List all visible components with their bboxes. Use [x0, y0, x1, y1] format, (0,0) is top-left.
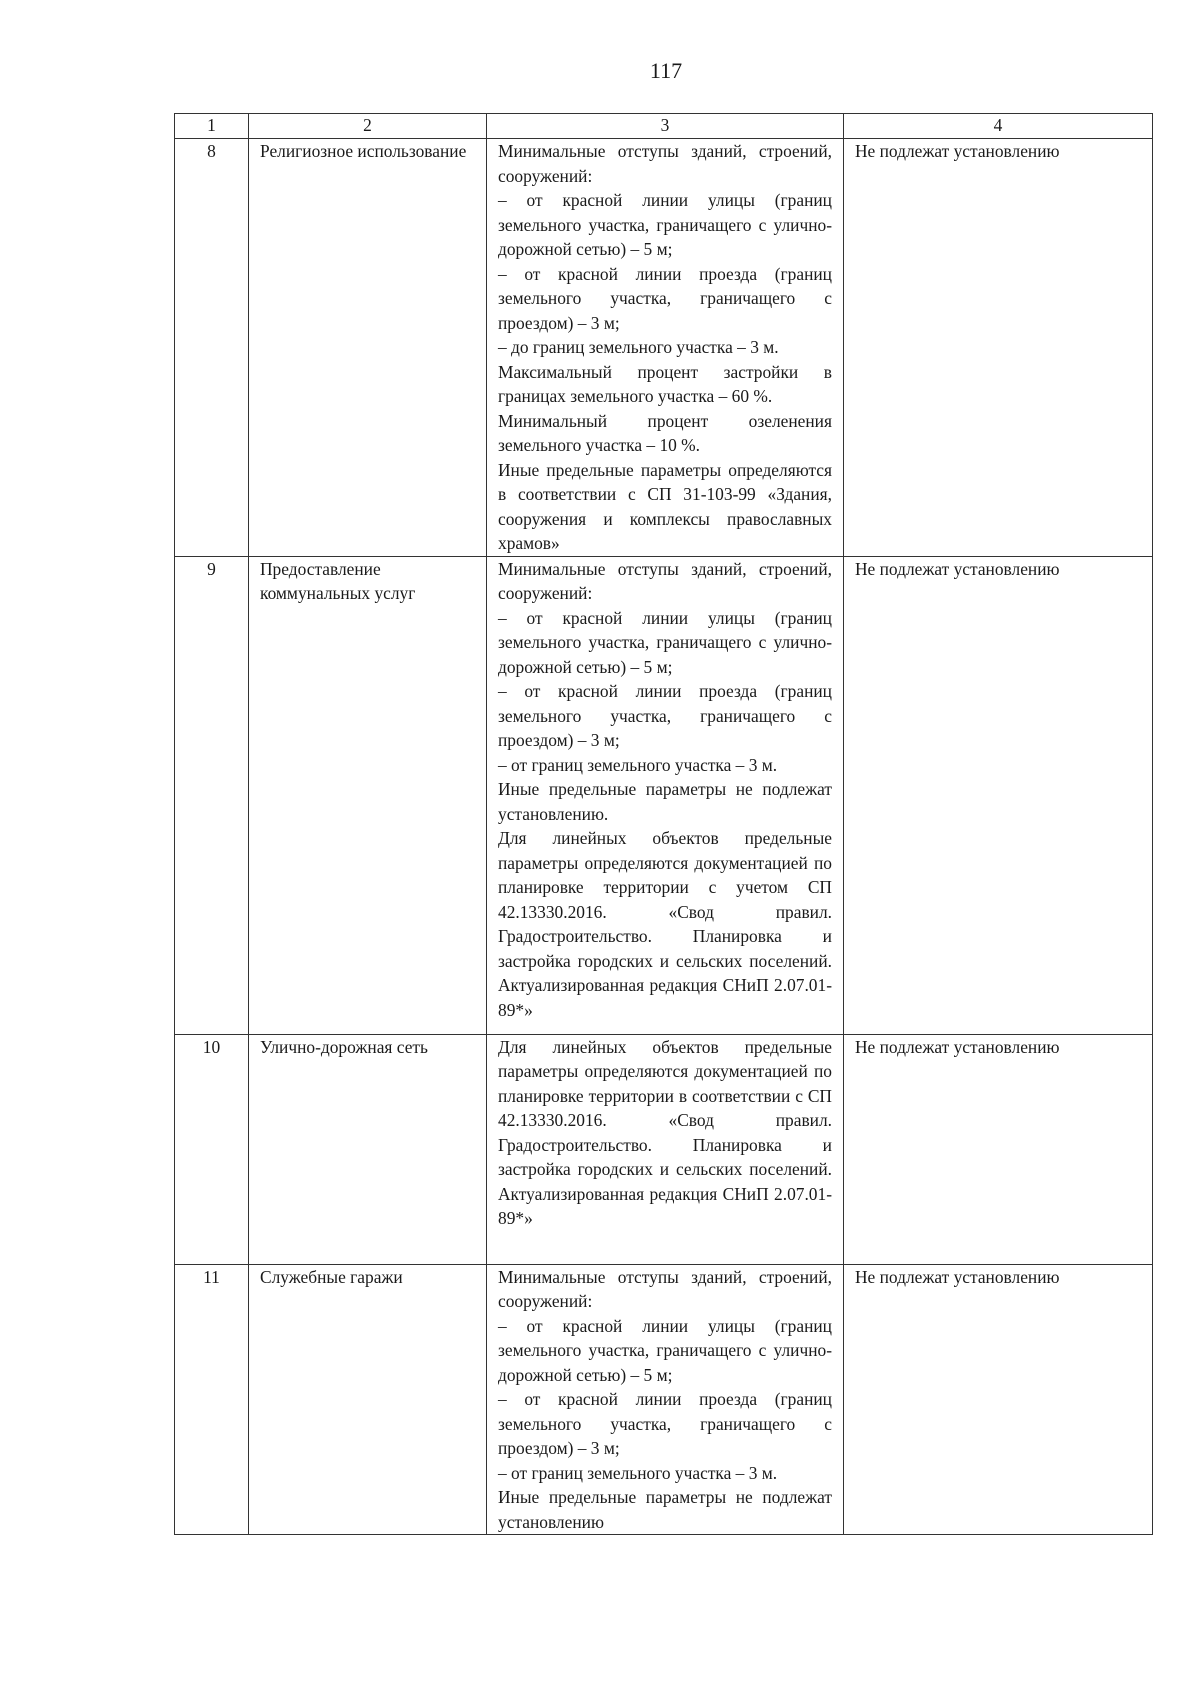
parameter-line: Минимальные отступы зданий, строений, сооружений:	[498, 141, 832, 186]
parameter-line: – от границ земельного участка – 3 м.	[498, 1462, 778, 1483]
parameter-line: – от красной линии улицы (границ земельного участка, граничащего с улично-дорожной сетью) – 5 м;	[498, 1315, 832, 1385]
parameter-line: – от красной линии улицы (границ земельного участка, граничащего с улично-дорожной сетью) – 5 м;	[498, 190, 832, 259]
parameter-line: Минимальный процент озеленения земельного участка – 10 %.	[498, 410, 832, 455]
row-number: 9	[175, 556, 249, 1034]
parameter-line: – от красной линии улицы (границ земельного участка, граничащего с улично-дорожной сетью) – 5 м;	[498, 607, 832, 677]
parameter-line: Иные предельные параметры не подлежат установлению	[498, 1487, 832, 1532]
limits-cell: Не подлежат установлению	[844, 139, 1153, 557]
parameter-line: Минимальные отступы зданий, строений, сооружений:	[498, 558, 832, 603]
limits-cell: Не подлежат установлению	[844, 1264, 1153, 1535]
parameters-cell	[487, 1264, 844, 1535]
row-number: 10	[175, 1034, 249, 1264]
parameter-line: Иные предельные параметры определяются в соответствии с СП 31-103-99 «Здания, сооружения и комплексы православных храмов»	[498, 459, 832, 553]
row-number: 11	[175, 1264, 249, 1535]
parameter-line: – до границ земельного участка – 3 м.	[498, 337, 779, 357]
parameter-line: – от красной линии проезда (границ земельного участка, граничащего с проездом) – 3 м;	[498, 263, 832, 333]
parameter-line: – от границ земельного участка – 3 м.	[498, 754, 778, 775]
header-cell-2: 2	[249, 114, 487, 139]
limits-cell: Не подлежат установлению	[844, 1034, 1153, 1264]
table-row	[175, 139, 1153, 557]
header-cell-1: 1	[175, 114, 249, 139]
regulations-table	[174, 113, 1153, 1535]
land-use-name: Предоставление коммунальных услуг	[249, 556, 487, 1034]
parameters-cell	[487, 139, 844, 557]
land-use-name: Улично-дорожная сеть	[249, 1034, 487, 1264]
parameter-line: – от красной линии проезда (границ земельного участка, граничащего с проездом) – 3 м;	[498, 1389, 832, 1458]
row-number: 8	[175, 139, 249, 557]
table-row	[175, 1034, 1153, 1264]
table-row	[175, 556, 1153, 1034]
parameters-cell	[487, 556, 844, 1034]
header-cell-4: 4	[844, 114, 1153, 139]
table-row	[175, 1264, 1153, 1535]
header-cell-3: 3	[487, 114, 844, 139]
land-use-name: Служебные гаражи	[249, 1264, 487, 1535]
page-number: 117	[649, 58, 683, 83]
parameter-line: Иные предельные параметры не подлежат установлению.	[498, 779, 832, 824]
parameter-line: Для линейных объектов предельные параметры определяются документацией по планировке территории в соответствии с СП 42.13330.2016. «Свод правил. Градостроительство. Планировка и застройка городских и сельских поселений. Актуализированная редакция СНиП 2.07.01-89*»	[498, 1036, 832, 1228]
land-use-name: Религиозное использование	[249, 139, 487, 557]
table-header-row	[175, 114, 1153, 139]
parameter-line: Максимальный процент застройки в границах земельного участка – 60 %.	[498, 361, 832, 406]
limits-cell: Не подлежат установлению	[844, 556, 1153, 1034]
parameters-cell	[487, 1034, 844, 1264]
parameter-line: – от красной линии проезда (границ земельного участка, граничащего с проездом) – 3 м;	[498, 681, 832, 750]
parameter-line: Для линейных объектов предельные параметры определяются документацией по планировке территории с учетом СП 42.13330.2016. «Свод правил. Градостроительство. Планировка и застройка городских и сельских поселений. Актуализированная редакция СНиП 2.07.01-89*»	[498, 828, 832, 1020]
parameter-line: Минимальные отступы зданий, строений, сооружений:	[498, 1266, 832, 1311]
